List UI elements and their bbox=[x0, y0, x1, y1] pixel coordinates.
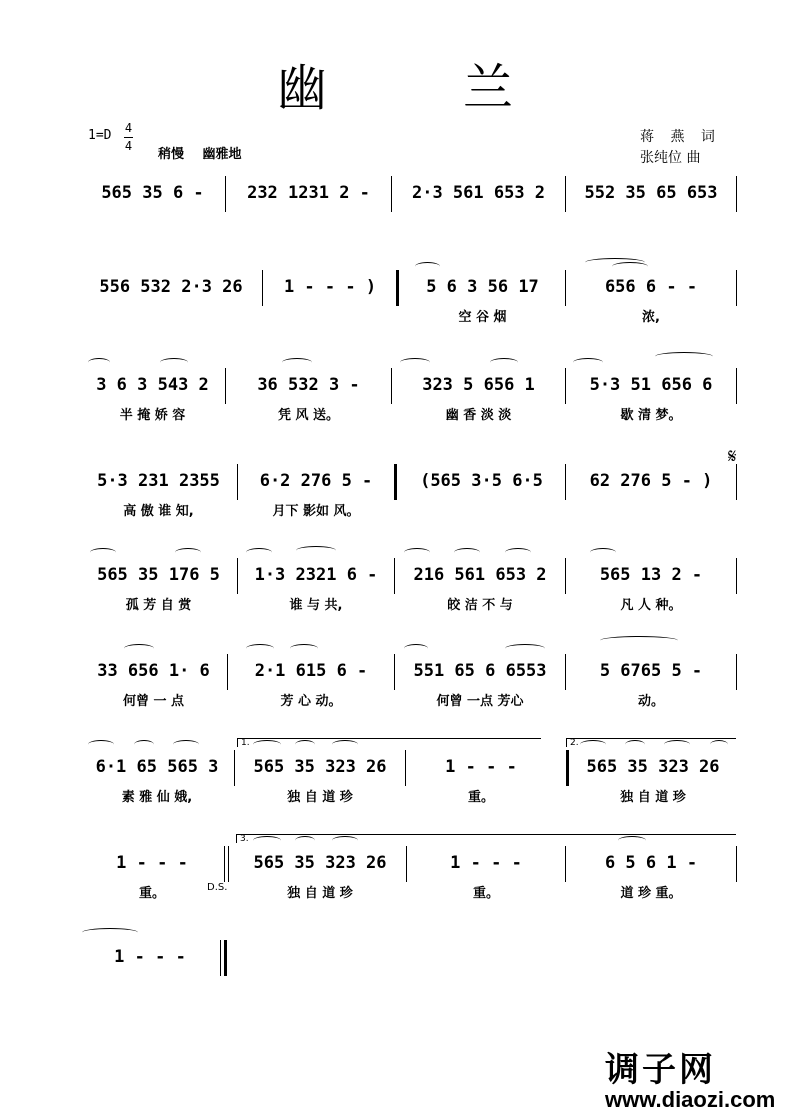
measure bbox=[392, 368, 565, 423]
measure-lyric: 孤 芳 自 赏 bbox=[125, 598, 192, 613]
measure-lyric: 谁 与 共, bbox=[289, 598, 343, 613]
measure-notes: 1 - - - bbox=[445, 757, 517, 777]
measure-lyric: 凡 人 种。 bbox=[620, 598, 682, 613]
staff-line-8 bbox=[0, 834, 790, 916]
measure bbox=[566, 846, 736, 901]
measure-lyric: 凭 风 送。 bbox=[277, 408, 340, 423]
measure-lyric: 半 掩 娇 容 bbox=[119, 408, 186, 423]
staff-line-7 bbox=[0, 738, 790, 820]
key-signature: 1=D bbox=[88, 128, 112, 143]
measure bbox=[234, 834, 406, 901]
measure-notes: 6·2 276 5 - bbox=[259, 471, 373, 491]
volta-second: 2. bbox=[566, 738, 736, 747]
lyricist-credit: 蒋 燕 词 bbox=[640, 129, 721, 145]
measure-notes: 5 6765 5 - bbox=[599, 661, 703, 681]
measure-notes: 656 6 - - bbox=[604, 277, 698, 297]
measure-notes: 33 656 1· 6 bbox=[97, 661, 210, 681]
measure-notes: 551 65 6 6553 bbox=[413, 661, 547, 681]
measure-lyric: 芳 心 动。 bbox=[280, 694, 342, 709]
measure bbox=[80, 464, 237, 519]
measure-notes: 323 5 656 1 bbox=[422, 375, 535, 395]
measure-lyric: 道 珍 重。 bbox=[620, 886, 682, 901]
measure bbox=[263, 270, 397, 310]
measure-lyric: 空 谷 烟 bbox=[458, 310, 507, 325]
measure bbox=[392, 176, 565, 216]
measure-notes: 36 532 3 - bbox=[257, 375, 360, 395]
measure-lyric: 高 傲 谁 知, bbox=[123, 504, 194, 519]
measure bbox=[80, 270, 262, 310]
measure bbox=[566, 654, 736, 709]
time-signature-bottom: 4 bbox=[124, 139, 133, 153]
measure-notes: 565 35 323 26 bbox=[253, 757, 387, 777]
measure bbox=[226, 368, 391, 423]
measure bbox=[80, 750, 234, 805]
measure-notes: 216 561 653 2 bbox=[413, 565, 547, 585]
measure bbox=[80, 940, 220, 980]
measure-lyric: 重。 bbox=[138, 886, 165, 901]
measure-notes: 5 6 3 56 17 bbox=[426, 277, 539, 297]
measure bbox=[566, 558, 736, 613]
measure-notes: 232 1231 2 - bbox=[247, 183, 370, 203]
measure-notes: 565 35 323 26 bbox=[586, 757, 720, 777]
measure bbox=[566, 464, 736, 504]
measure-notes: 1 - - - bbox=[116, 853, 188, 873]
composer-credit: 张纯位 曲 bbox=[640, 150, 701, 166]
measure-notes: 565 13 2 - bbox=[599, 565, 703, 585]
measure-notes: 1 - - - bbox=[450, 853, 522, 873]
staff-line-2 bbox=[0, 270, 790, 340]
page-title: 幽 兰 bbox=[277, 59, 573, 117]
measure-notes: 552 35 65 653 bbox=[584, 183, 718, 203]
watermark-url: www.diaozi.com bbox=[605, 1087, 776, 1112]
measure-notes: 565 35 176 5 bbox=[97, 565, 220, 585]
watermark-name: 调子网 bbox=[605, 1050, 716, 1090]
measure bbox=[407, 846, 565, 901]
measure-lyric: 独 自 道 珍 bbox=[620, 790, 686, 805]
measure-notes: 5·3 51 656 6 bbox=[589, 375, 713, 395]
measure-notes: 2·1 615 6 - bbox=[254, 661, 368, 681]
measure bbox=[566, 368, 736, 423]
measure-lyric: 动。 bbox=[637, 694, 664, 709]
measure-notes: 2·3 561 653 2 bbox=[411, 183, 546, 203]
measure-lyric: 浓, bbox=[642, 310, 660, 325]
measure-notes: 1 - - - ) bbox=[283, 277, 377, 297]
measure-notes: 62 276 5 - ) bbox=[589, 471, 713, 491]
measure bbox=[238, 464, 394, 519]
measure bbox=[80, 654, 227, 709]
measure-lyric: 幽 香 淡 淡 bbox=[445, 408, 512, 423]
measure-lyric: 素 雅 仙 娥, bbox=[121, 790, 193, 805]
measure-notes: 565 35 6 - bbox=[101, 183, 204, 203]
measure-notes: 565 35 323 26 bbox=[253, 853, 387, 873]
measure-notes: 3 6 3 543 2 bbox=[96, 375, 209, 395]
measure bbox=[80, 368, 225, 423]
measure bbox=[398, 464, 565, 504]
measure bbox=[238, 558, 394, 613]
staff-line-6 bbox=[0, 654, 790, 724]
measure-lyric: 独 自 道 珍 bbox=[287, 886, 353, 901]
measure-lyric: 何曾 一点 芳心 bbox=[436, 694, 524, 709]
measure-lyric: 歇 清 梦。 bbox=[620, 408, 682, 423]
volta-first: 1. bbox=[237, 738, 541, 747]
measure-notes: (565 3·5 6·5 bbox=[420, 471, 543, 491]
measure-lyric: 何曾 一 点 bbox=[122, 694, 185, 709]
staff-line-1 bbox=[0, 176, 790, 246]
measure-lyric: 独 自 道 珍 bbox=[287, 790, 353, 805]
measure-lyric: 月下 影如 风。 bbox=[272, 504, 360, 519]
watermark-logo bbox=[605, 1042, 775, 1113]
measure bbox=[566, 270, 736, 325]
measure bbox=[406, 750, 556, 805]
measure-lyric: 皎 洁 不 与 bbox=[447, 598, 513, 613]
measure-lyric: 重。 bbox=[472, 886, 499, 901]
measure bbox=[395, 558, 565, 613]
measure bbox=[570, 738, 736, 805]
measure bbox=[235, 738, 405, 805]
measure bbox=[80, 558, 237, 613]
measure bbox=[226, 176, 391, 216]
measure bbox=[80, 176, 225, 216]
measure bbox=[400, 270, 565, 325]
measure bbox=[566, 176, 736, 216]
measure bbox=[228, 654, 394, 709]
measure bbox=[395, 654, 565, 709]
staff-line-5 bbox=[0, 558, 790, 628]
measure-lyric: 重。 bbox=[467, 790, 494, 805]
measure-notes: 1·3 2321 6 - bbox=[254, 565, 378, 585]
measure-notes: 6 5 6 1 - bbox=[604, 853, 698, 873]
time-signature bbox=[124, 120, 133, 155]
time-signature-top: 4 bbox=[124, 121, 133, 135]
staff-line-9 bbox=[0, 940, 790, 1010]
tempo-marking: 稍慢 幽雅地 bbox=[158, 147, 242, 162]
measure-notes: 5·3 231 2355 bbox=[97, 471, 220, 491]
measure-notes: 6·1 65 565 3 bbox=[95, 757, 219, 777]
staff-line-3 bbox=[0, 368, 790, 438]
volta-third: 3. bbox=[236, 834, 736, 843]
ds-marking: D.S. bbox=[207, 882, 228, 893]
staff-line-4 bbox=[0, 444, 790, 534]
measure-notes: 1 - - - bbox=[114, 947, 186, 967]
measure-notes: 556 532 2·3 26 bbox=[99, 277, 243, 297]
segno-icon: 𝄋 bbox=[728, 444, 737, 468]
